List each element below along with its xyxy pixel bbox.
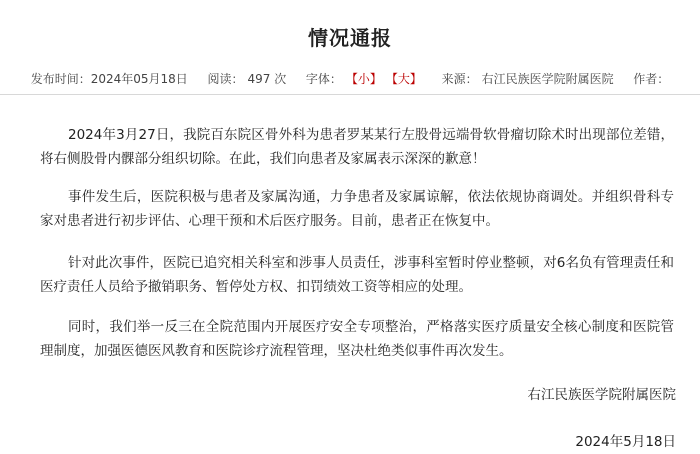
font-label: 字体： xyxy=(305,72,342,86)
paragraph-2: 事件发生后，医院积极与患者及家属沟通，力争患者及家属谅解，依法依规协商调处。并组织骨科专家对患者进行初步评估、心理干预和术后医疗服务。目前，患者正在恢复中。 xyxy=(40,189,674,229)
read-count: 497 次 xyxy=(247,72,287,86)
header-divider xyxy=(0,94,700,95)
font-small-button[interactable]: 【小】 xyxy=(345,72,382,86)
publish-date: 2024年05月18日 xyxy=(90,72,188,86)
paragraph-1: 2024年3月27日，我院百东院区骨外科为患者罗某某行左股骨远端骨软骨瘤切除术时出现部位差错，将右侧股骨内髁部分组织切除。在此，我们向患者及家属表示深深的歉意！ xyxy=(40,127,674,167)
author-label: 作者： xyxy=(633,72,670,86)
font-large-button[interactable]: 【大】 xyxy=(385,72,422,86)
paragraph-3: 针对此次事件，医院已追究相关科室和涉事人员责任，涉事科室暂时停业整顿，对6名负有管理责任和医疗责任人员给予撤销职务、暂停处方权、扣罚绩效工资等相应的处理。 xyxy=(40,255,674,295)
page-title: 情况通报 xyxy=(308,26,392,50)
signature-date: 2024年5月18日 xyxy=(575,434,676,450)
signature: 右江民族医学院附属医院 xyxy=(527,387,676,403)
article-meta xyxy=(0,70,700,87)
source-label: 来源： xyxy=(441,72,478,86)
paragraph-4: 同时，我们举一反三在全院范围内开展医疗安全专项整治，严格落实医疗质量安全核心制度和医院管理制度，加强医德医风教育和医院诊疗流程管理，坚决杜绝类似事件再次发生。 xyxy=(40,319,674,359)
source-value: 右江民族医学院附属医院 xyxy=(481,72,614,86)
publish-label: 发布时间： xyxy=(30,72,91,86)
read-label: 阅读： xyxy=(207,72,244,86)
